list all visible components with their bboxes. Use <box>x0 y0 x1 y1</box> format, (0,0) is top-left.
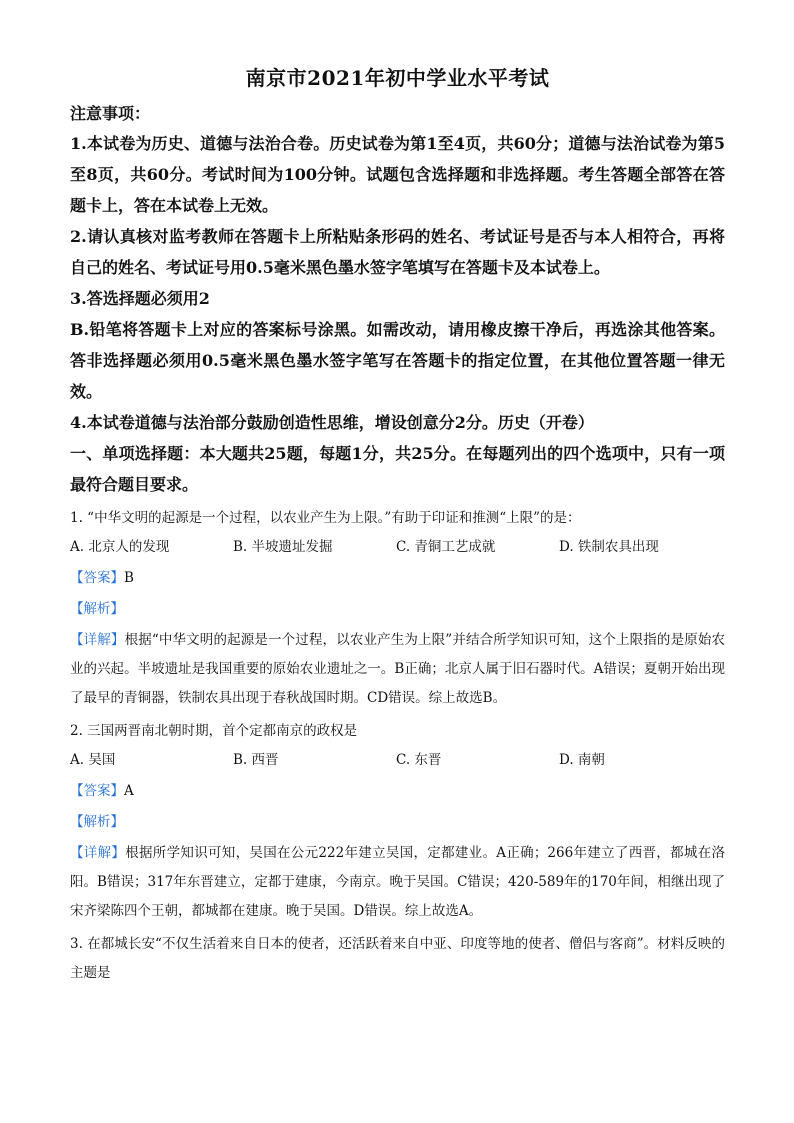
question-options <box>70 533 725 562</box>
option-b: B. 半坡遗址发掘 <box>233 539 333 555</box>
question-1 <box>70 504 725 713</box>
analysis-line <box>70 808 725 837</box>
option-a: A. 北京人的发现 <box>70 539 170 555</box>
option-d: D. 铁制农具出现 <box>559 539 659 555</box>
detail-paragraph <box>70 839 725 926</box>
exam-page <box>70 64 725 988</box>
notice-item: 4.本试卷道德与法治部分鼓励创造性思维，增设创意分2分。历史（开卷） <box>70 413 594 432</box>
analysis-line <box>70 595 725 624</box>
section-heading: 一、单项选择题：本大题共25题，每题1分，共25分。在每题列出的四个选项中，只有一项最符合题目要求。 <box>70 444 725 494</box>
option-d: D. 南朝 <box>559 752 605 768</box>
notice-heading: 注意事项： <box>70 104 151 123</box>
detail-label: 【详解】 <box>70 632 125 648</box>
notice-item: B.铅笔将答题卡上对应的答案标号涂黑。如需改动，请用橡皮擦干净后，再选涂其他答案。答非选择题必须用0.5毫米黑色墨水签字笔写在答题卡的指定位置，在其他位置答题一律无效。 <box>70 320 725 401</box>
answer-value: B <box>124 570 134 586</box>
question-stem: 1. “中华文明的起源是一个过程，以农业产生为上限。”有助于印证和推测“上限”的是： <box>70 510 581 526</box>
question-stem: 3. 在都城长安“不仅生活着来自日本的使者，还活跃着来自中亚、印度等地的使者、僧侣与客商”。材料反映的主题是 <box>70 936 725 981</box>
answer-line <box>70 777 725 806</box>
notice-block <box>70 100 725 438</box>
answer-label: 【答案】 <box>70 783 124 799</box>
answer-value: A <box>124 783 134 799</box>
answer-line <box>70 564 725 593</box>
question-3 <box>70 930 725 988</box>
question-2 <box>70 717 725 926</box>
notice-item: 3.答选择题必须用2 <box>70 289 210 308</box>
analysis-label: 【解析】 <box>70 814 124 830</box>
answer-label: 【答案】 <box>70 570 124 586</box>
question-stem: 2. 三国两晋南北朝时期，首个定都南京的政权是 <box>70 723 358 739</box>
notice-item: 2.请认真核对监考教师在答题卡上所粘贴条形码的姓名、考试证号是否与本人相符合，再将自己的姓名、考试证号用0.5毫米黑色墨水签字笔填写在答题卡及本试卷上。 <box>70 227 725 277</box>
option-b: B. 西晋 <box>233 752 279 768</box>
detail-text: 根据“中华文明的起源是一个过程，以农业产生为上限”并结合所学知识可知，这个上限指的是原始农业的兴起。半坡遗址是我国重要的原始农业遗址之一。B正确；北京人属于旧石器时代。A错误；夏朝开始出现了最早的青铜器，铁制农具出现于春秋战国时期。CD错误。综上故选B。 <box>70 632 725 706</box>
detail-label: 【详解】 <box>70 845 126 861</box>
detail-text: 根据所学知识可知，吴国在公元222年建立吴国，定都建业。A正确；266年建立了西晋，都城在洛阳。B错误；317年东晋建立，定都于建康，今南京。晚于吴国。C错误；420-589年的170年间，相继出现了宋齐梁陈四个王朝，都城都在建康。晚于吴国。D错误。综上故选A。 <box>70 845 725 919</box>
question-options <box>70 746 725 775</box>
notice-item: 1.本试卷为历史、道德与法治合卷。历史试卷为第1至4页，共60分；道德与法治试卷为第5至8页，共60分。考试时间为100分钟。试题包含选择题和非选择题。考生答题全部答在答题卡上，答在本试卷上无效。 <box>70 134 725 215</box>
option-c: C. 东晋 <box>396 752 442 768</box>
option-c: C. 青铜工艺成就 <box>396 539 496 555</box>
option-a: A. 吴国 <box>70 752 116 768</box>
analysis-label: 【解析】 <box>70 601 124 617</box>
page-title: 南京市2021年初中学业水平考试 <box>245 66 550 90</box>
detail-paragraph <box>70 626 725 713</box>
